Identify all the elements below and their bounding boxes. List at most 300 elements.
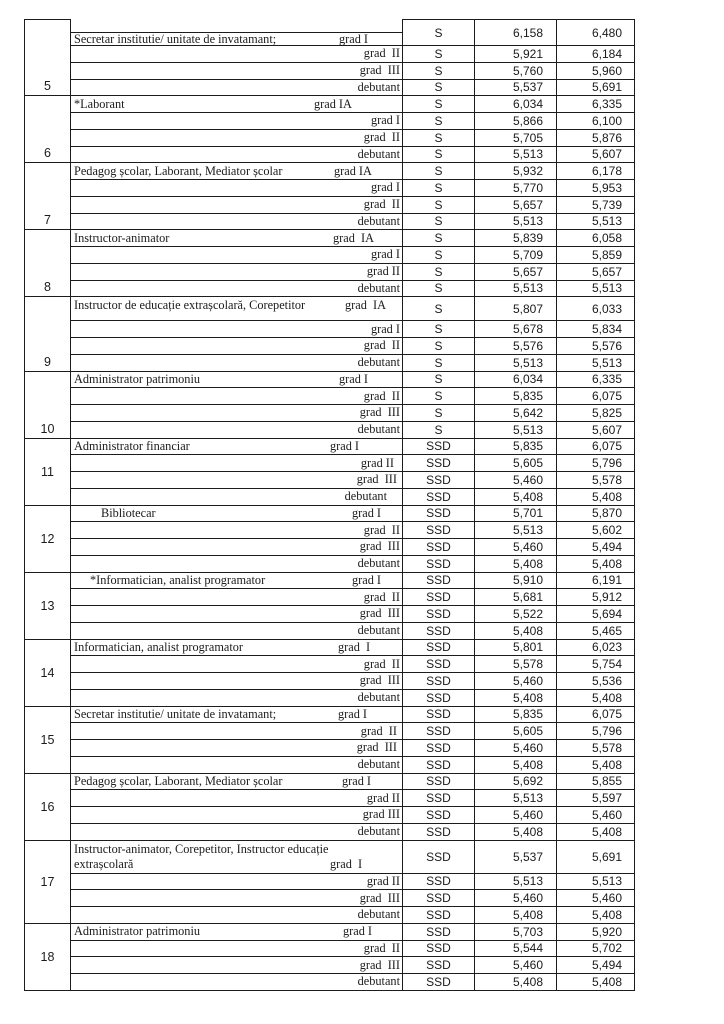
- table-row: [25, 146, 635, 163]
- function-grade-cell: [71, 163, 403, 180]
- salary-grades-table: [24, 19, 635, 991]
- salary-value-1-cell: 5,513: [475, 354, 557, 371]
- salary-value-1-cell: 5,460: [475, 957, 557, 974]
- education-level-cell: SSD: [403, 907, 475, 924]
- grade-label: grad I: [343, 924, 373, 939]
- function-title: Secretar institutie/ unitate de invatamant;: [74, 32, 277, 46]
- table-row: [25, 180, 635, 197]
- grade-cell: grad III: [71, 539, 403, 556]
- table-row: [25, 46, 635, 63]
- row-number-cell: 12: [25, 505, 71, 572]
- grade-label: grad I: [330, 856, 363, 871]
- salary-value-2-cell: 5,855: [557, 773, 635, 790]
- table-row: [25, 622, 635, 639]
- salary-value-2-cell: 5,578: [557, 740, 635, 757]
- table-row: [25, 488, 635, 505]
- education-level-cell: SSD: [403, 438, 475, 455]
- salary-value-1-cell: 5,513: [475, 146, 557, 163]
- grade-cell: grad I: [71, 180, 403, 197]
- education-level-cell: SSD: [403, 589, 475, 606]
- function-title: Secretar institutie/ unitate de invatamant;: [74, 706, 277, 721]
- education-level-cell: S: [403, 62, 475, 79]
- table-row: [25, 354, 635, 371]
- table-row: [25, 280, 635, 297]
- education-level-cell: SSD: [403, 773, 475, 790]
- salary-value-2-cell: 5,694: [557, 606, 635, 623]
- table-row: [25, 639, 635, 656]
- table-row: [25, 873, 635, 890]
- row-number-cell: 16: [25, 773, 71, 840]
- table-row: [25, 438, 635, 455]
- table-row: [25, 706, 635, 723]
- table-row: [25, 673, 635, 690]
- grade-label: grad I: [352, 572, 382, 587]
- education-level-cell: SSD: [403, 606, 475, 623]
- salary-value-2-cell: 5,920: [557, 923, 635, 940]
- salary-value-2-cell: 5,536: [557, 673, 635, 690]
- education-level-cell: S: [403, 371, 475, 388]
- function-title-line: [71, 573, 402, 588]
- salary-value-2-cell: 6,191: [557, 572, 635, 589]
- salary-value-1-cell: 5,709: [475, 247, 557, 264]
- salary-value-1-cell: 5,835: [475, 438, 557, 455]
- salary-value-2-cell: 5,513: [557, 354, 635, 371]
- grade-cell: grad II: [71, 455, 403, 472]
- function-title: Pedagog școlar, Laborant, Mediator școlar: [74, 163, 283, 178]
- table-row: [25, 823, 635, 840]
- function-title: Instructor-animator: [74, 230, 170, 245]
- grade-cell: debutant: [71, 622, 403, 639]
- salary-value-2-cell: 6,075: [557, 706, 635, 723]
- grade-cell: grad II: [71, 388, 403, 405]
- salary-value-2-cell: 5,597: [557, 790, 635, 807]
- salary-value-1-cell: 5,835: [475, 388, 557, 405]
- table-row: [25, 62, 635, 79]
- salary-value-2-cell: 5,912: [557, 589, 635, 606]
- grade-label: grad I: [339, 32, 369, 46]
- function-grade-cell: [71, 371, 403, 388]
- table-row: [25, 263, 635, 280]
- table-row: [25, 196, 635, 213]
- salary-value-1-cell: 6,158: [475, 20, 557, 46]
- salary-value-1-cell: 5,460: [475, 807, 557, 824]
- salary-value-2-cell: 5,607: [557, 146, 635, 163]
- function-title: Informatician, analist programator: [74, 639, 244, 654]
- grade-cell: grad II: [71, 263, 403, 280]
- grade-label: grad IA: [345, 298, 386, 313]
- row-number-cell: 9: [25, 297, 71, 371]
- grade-label: grad I: [352, 505, 382, 520]
- salary-value-1-cell: 5,701: [475, 505, 557, 522]
- table-row: [25, 247, 635, 264]
- function-title: Instructor-animator, Corepetitor, Instructor educație: [74, 841, 329, 856]
- education-level-cell: S: [403, 247, 475, 264]
- table-row: [25, 405, 635, 422]
- grade-cell: debutant: [71, 146, 403, 163]
- salary-value-1-cell: 6,034: [475, 371, 557, 388]
- salary-value-1-cell: 5,408: [475, 907, 557, 924]
- education-level-cell: S: [403, 196, 475, 213]
- salary-value-2-cell: 5,408: [557, 488, 635, 505]
- salary-value-1-cell: 5,657: [475, 196, 557, 213]
- table-row: [25, 96, 635, 113]
- education-level-cell: S: [403, 280, 475, 297]
- table-row: [25, 539, 635, 556]
- salary-value-1-cell: 5,460: [475, 890, 557, 907]
- salary-value-1-cell: 5,408: [475, 689, 557, 706]
- table-row: [25, 371, 635, 388]
- education-level-cell: SSD: [403, 472, 475, 489]
- education-level-cell: SSD: [403, 923, 475, 940]
- salary-value-1-cell: 5,642: [475, 405, 557, 422]
- education-level-cell: S: [403, 405, 475, 422]
- education-level-cell: S: [403, 129, 475, 146]
- table-row: [25, 572, 635, 589]
- education-level-cell: SSD: [403, 940, 475, 957]
- education-level-cell: S: [403, 338, 475, 355]
- salary-value-1-cell: 5,460: [475, 539, 557, 556]
- function-grade-cell: [71, 33, 403, 46]
- education-level-cell: SSD: [403, 890, 475, 907]
- function-grade-cell: [71, 840, 403, 873]
- grade-label: grad I: [330, 438, 360, 453]
- grade-cell: debutant: [71, 421, 403, 438]
- function-title-line: [71, 231, 402, 246]
- salary-value-1-cell: 5,513: [475, 280, 557, 297]
- salary-value-2-cell: 6,178: [557, 163, 635, 180]
- function-title-line: [71, 97, 402, 112]
- table-row: [25, 20, 635, 33]
- salary-value-1-cell: 5,408: [475, 488, 557, 505]
- function-title-line: [71, 506, 402, 521]
- salary-value-1-cell: 5,910: [475, 572, 557, 589]
- salary-value-1-cell: 5,408: [475, 756, 557, 773]
- salary-value-2-cell: 5,691: [557, 840, 635, 873]
- education-level-cell: SSD: [403, 756, 475, 773]
- education-level-cell: SSD: [403, 957, 475, 974]
- education-level-cell: SSD: [403, 840, 475, 873]
- salary-value-2-cell: 5,691: [557, 79, 635, 96]
- grade-cell: grad II: [71, 723, 403, 740]
- table-row: [25, 689, 635, 706]
- salary-value-1-cell: 5,537: [475, 79, 557, 96]
- function-title: extrașcolară: [74, 856, 134, 871]
- grade-cell: grad III: [71, 62, 403, 79]
- salary-value-2-cell: 5,513: [557, 280, 635, 297]
- salary-value-2-cell: 6,480: [557, 20, 635, 46]
- salary-value-1-cell: 5,460: [475, 673, 557, 690]
- function-grade-cell: [71, 438, 403, 455]
- education-level-cell: SSD: [403, 505, 475, 522]
- salary-value-1-cell: 5,932: [475, 163, 557, 180]
- salary-value-1-cell: 5,801: [475, 639, 557, 656]
- grade-cell: debutant: [71, 689, 403, 706]
- salary-value-1-cell: 5,760: [475, 62, 557, 79]
- grade-cell: debutant: [71, 974, 403, 991]
- row-number-cell: 6: [25, 96, 71, 163]
- salary-value-2-cell: 5,576: [557, 338, 635, 355]
- salary-value-2-cell: 5,870: [557, 505, 635, 522]
- row-number-cell: 14: [25, 639, 71, 706]
- education-level-cell: SSD: [403, 807, 475, 824]
- salary-value-2-cell: 6,075: [557, 438, 635, 455]
- salary-value-2-cell: 5,494: [557, 957, 635, 974]
- grade-cell: debutant: [71, 756, 403, 773]
- education-level-cell: S: [403, 213, 475, 230]
- salary-value-2-cell: 5,876: [557, 129, 635, 146]
- education-level-cell: SSD: [403, 740, 475, 757]
- row-number-cell: 10: [25, 371, 71, 438]
- table-row: [25, 773, 635, 790]
- education-level-cell: S: [403, 263, 475, 280]
- salary-value-2-cell: 5,513: [557, 213, 635, 230]
- row-number-cell: 18: [25, 923, 71, 990]
- row-number-cell: 5: [25, 20, 71, 96]
- function-title: *Informatician, analist programator: [90, 572, 266, 587]
- table-row: [25, 790, 635, 807]
- grade-cell: grad II: [71, 790, 403, 807]
- education-level-cell: S: [403, 180, 475, 197]
- function-title-line: [71, 164, 402, 179]
- grade-cell: grad III: [71, 890, 403, 907]
- education-level-cell: SSD: [403, 723, 475, 740]
- salary-value-1-cell: 5,835: [475, 706, 557, 723]
- function-grade-cell: [71, 505, 403, 522]
- grade-label: grad IA: [334, 163, 372, 178]
- table-row: [25, 421, 635, 438]
- function-title-line: [71, 33, 402, 45]
- grade-cell: grad II: [71, 46, 403, 63]
- function-title: Instructor de educație extrașcolară, Corepetitor: [74, 298, 306, 313]
- function-grade-cell: [71, 572, 403, 589]
- function-grade-cell: [71, 96, 403, 113]
- table-row: [25, 923, 635, 940]
- table-row: [25, 740, 635, 757]
- salary-value-2-cell: 6,058: [557, 230, 635, 247]
- education-level-cell: SSD: [403, 539, 475, 556]
- table-row: [25, 297, 635, 321]
- salary-value-2-cell: 5,408: [557, 689, 635, 706]
- salary-value-2-cell: 5,739: [557, 196, 635, 213]
- grade-cell: grad II: [71, 338, 403, 355]
- salary-value-2-cell: 5,460: [557, 890, 635, 907]
- function-grade-cell: [71, 923, 403, 940]
- row-number-cell: 8: [25, 230, 71, 297]
- function-title: *Laborant: [74, 96, 125, 111]
- salary-value-1-cell: 5,921: [475, 46, 557, 63]
- education-level-cell: SSD: [403, 555, 475, 572]
- grade-cell: grad II: [71, 196, 403, 213]
- salary-value-1-cell: 5,681: [475, 589, 557, 606]
- education-level-cell: SSD: [403, 622, 475, 639]
- education-level-cell: SSD: [403, 689, 475, 706]
- grade-cell: grad III: [71, 807, 403, 824]
- table-row: [25, 113, 635, 130]
- salary-value-2-cell: 5,834: [557, 321, 635, 338]
- table-row: [25, 907, 635, 924]
- table-row: [25, 79, 635, 96]
- salary-value-1-cell: 5,408: [475, 622, 557, 639]
- salary-value-2-cell: 5,408: [557, 555, 635, 572]
- table-row: [25, 321, 635, 338]
- row-number-cell: 7: [25, 163, 71, 230]
- table-row: [25, 555, 635, 572]
- salary-value-2-cell: 5,825: [557, 405, 635, 422]
- salary-value-1-cell: 5,770: [475, 180, 557, 197]
- grade-label: grad IA: [314, 96, 352, 111]
- salary-value-2-cell: 5,953: [557, 180, 635, 197]
- salary-value-2-cell: 5,408: [557, 756, 635, 773]
- salary-value-2-cell: 6,184: [557, 46, 635, 63]
- salary-value-1-cell: 5,605: [475, 455, 557, 472]
- education-level-cell: S: [403, 421, 475, 438]
- function-title: Pedagog școlar, Laborant, Mediator școlar: [74, 773, 283, 788]
- table-row: [25, 230, 635, 247]
- function-title-line: [71, 774, 402, 789]
- education-level-cell: SSD: [403, 823, 475, 840]
- salary-value-1-cell: 5,576: [475, 338, 557, 355]
- salary-value-2-cell: 6,100: [557, 113, 635, 130]
- table-row: [25, 129, 635, 146]
- salary-value-1-cell: 6,034: [475, 96, 557, 113]
- salary-value-2-cell: 6,335: [557, 96, 635, 113]
- function-title-line: [71, 298, 402, 313]
- function-title: Administrator patrimoniu: [74, 924, 201, 939]
- function-title-line: [71, 857, 402, 872]
- salary-value-2-cell: 5,408: [557, 974, 635, 991]
- grade-cell: debutant: [71, 823, 403, 840]
- education-level-cell: S: [403, 297, 475, 321]
- salary-value-2-cell: 5,796: [557, 723, 635, 740]
- salary-value-2-cell: 5,494: [557, 539, 635, 556]
- grade-label: grad I: [338, 639, 371, 654]
- function-title-line: [71, 640, 402, 655]
- salary-value-1-cell: 5,513: [475, 213, 557, 230]
- table-row: [25, 388, 635, 405]
- grade-cell: debutant: [71, 280, 403, 297]
- salary-value-2-cell: 5,408: [557, 823, 635, 840]
- education-level-cell: S: [403, 79, 475, 96]
- salary-value-1-cell: 5,605: [475, 723, 557, 740]
- education-level-cell: S: [403, 354, 475, 371]
- salary-value-2-cell: 5,960: [557, 62, 635, 79]
- function-title: Administrator patrimoniu: [74, 371, 201, 386]
- salary-value-2-cell: 6,033: [557, 297, 635, 321]
- function-title-line: [71, 372, 402, 387]
- grade-label: grad I: [342, 773, 372, 788]
- grade-cell: grad II: [71, 129, 403, 146]
- salary-value-2-cell: 5,607: [557, 421, 635, 438]
- grade-label: grad I: [338, 706, 368, 721]
- education-level-cell: SSD: [403, 572, 475, 589]
- function-title: Bibliotecar: [101, 505, 156, 520]
- salary-value-1-cell: 5,678: [475, 321, 557, 338]
- grade-label: grad I: [339, 371, 369, 386]
- row-number-cell: 11: [25, 438, 71, 505]
- education-level-cell: S: [403, 321, 475, 338]
- salary-value-2-cell: 5,460: [557, 807, 635, 824]
- row-number-cell: 15: [25, 706, 71, 773]
- salary-value-1-cell: 5,408: [475, 555, 557, 572]
- table-row: [25, 656, 635, 673]
- education-level-cell: S: [403, 113, 475, 130]
- salary-value-1-cell: 5,537: [475, 840, 557, 873]
- salary-value-2-cell: 5,513: [557, 873, 635, 890]
- education-level-cell: S: [403, 230, 475, 247]
- salary-value-2-cell: 5,859: [557, 247, 635, 264]
- salary-value-1-cell: 5,703: [475, 923, 557, 940]
- row-number-cell: 13: [25, 572, 71, 639]
- function-grade-cell: [71, 230, 403, 247]
- salary-value-1-cell: 5,578: [475, 656, 557, 673]
- table-row: [25, 213, 635, 230]
- education-level-cell: S: [403, 388, 475, 405]
- grade-cell: grad I: [71, 321, 403, 338]
- row-number-cell: 17: [25, 840, 71, 923]
- salary-value-1-cell: 5,513: [475, 873, 557, 890]
- education-level-cell: SSD: [403, 656, 475, 673]
- table-row: [25, 756, 635, 773]
- table-row: [25, 940, 635, 957]
- table-row: [25, 840, 635, 873]
- function-title-line: [71, 842, 402, 857]
- grade-cell: grad I: [71, 113, 403, 130]
- grade-label: grad IA: [333, 230, 374, 245]
- grade-cell: grad II: [71, 589, 403, 606]
- salary-value-1-cell: 5,692: [475, 773, 557, 790]
- education-level-cell: SSD: [403, 790, 475, 807]
- table-row: [25, 522, 635, 539]
- education-level-cell: S: [403, 20, 475, 46]
- grade-cell: debutant: [71, 555, 403, 572]
- grade-cell: grad III: [71, 472, 403, 489]
- salary-value-1-cell: 5,408: [475, 823, 557, 840]
- grade-cell: grad III: [71, 673, 403, 690]
- table-row: [25, 338, 635, 355]
- grade-cell: debutant: [71, 213, 403, 230]
- table-row: [25, 807, 635, 824]
- salary-value-2-cell: 5,465: [557, 622, 635, 639]
- salary-value-2-cell: 5,702: [557, 940, 635, 957]
- salary-value-1-cell: 5,513: [475, 522, 557, 539]
- education-level-cell: S: [403, 146, 475, 163]
- education-level-cell: SSD: [403, 673, 475, 690]
- salary-value-1-cell: 5,513: [475, 790, 557, 807]
- salary-value-1-cell: 5,839: [475, 230, 557, 247]
- table-row: [25, 890, 635, 907]
- grade-cell: grad II: [71, 940, 403, 957]
- salary-value-2-cell: 6,335: [557, 371, 635, 388]
- grade-cell: grad III: [71, 405, 403, 422]
- salary-value-2-cell: 5,754: [557, 656, 635, 673]
- salary-value-2-cell: 5,602: [557, 522, 635, 539]
- education-level-cell: SSD: [403, 455, 475, 472]
- function-grade-cell: [71, 639, 403, 656]
- function-title: Administrator financiar: [74, 438, 190, 453]
- education-level-cell: S: [403, 46, 475, 63]
- salary-value-1-cell: 5,807: [475, 297, 557, 321]
- table-body: [25, 20, 635, 991]
- salary-value-1-cell: 5,705: [475, 129, 557, 146]
- grade-cell: debutant: [71, 907, 403, 924]
- table-row: [25, 472, 635, 489]
- split-remnant-cell: [71, 20, 403, 33]
- salary-value-1-cell: 5,460: [475, 740, 557, 757]
- salary-value-1-cell: 5,866: [475, 113, 557, 130]
- grade-cell: grad III: [71, 740, 403, 757]
- table-row: [25, 455, 635, 472]
- salary-value-2-cell: 5,796: [557, 455, 635, 472]
